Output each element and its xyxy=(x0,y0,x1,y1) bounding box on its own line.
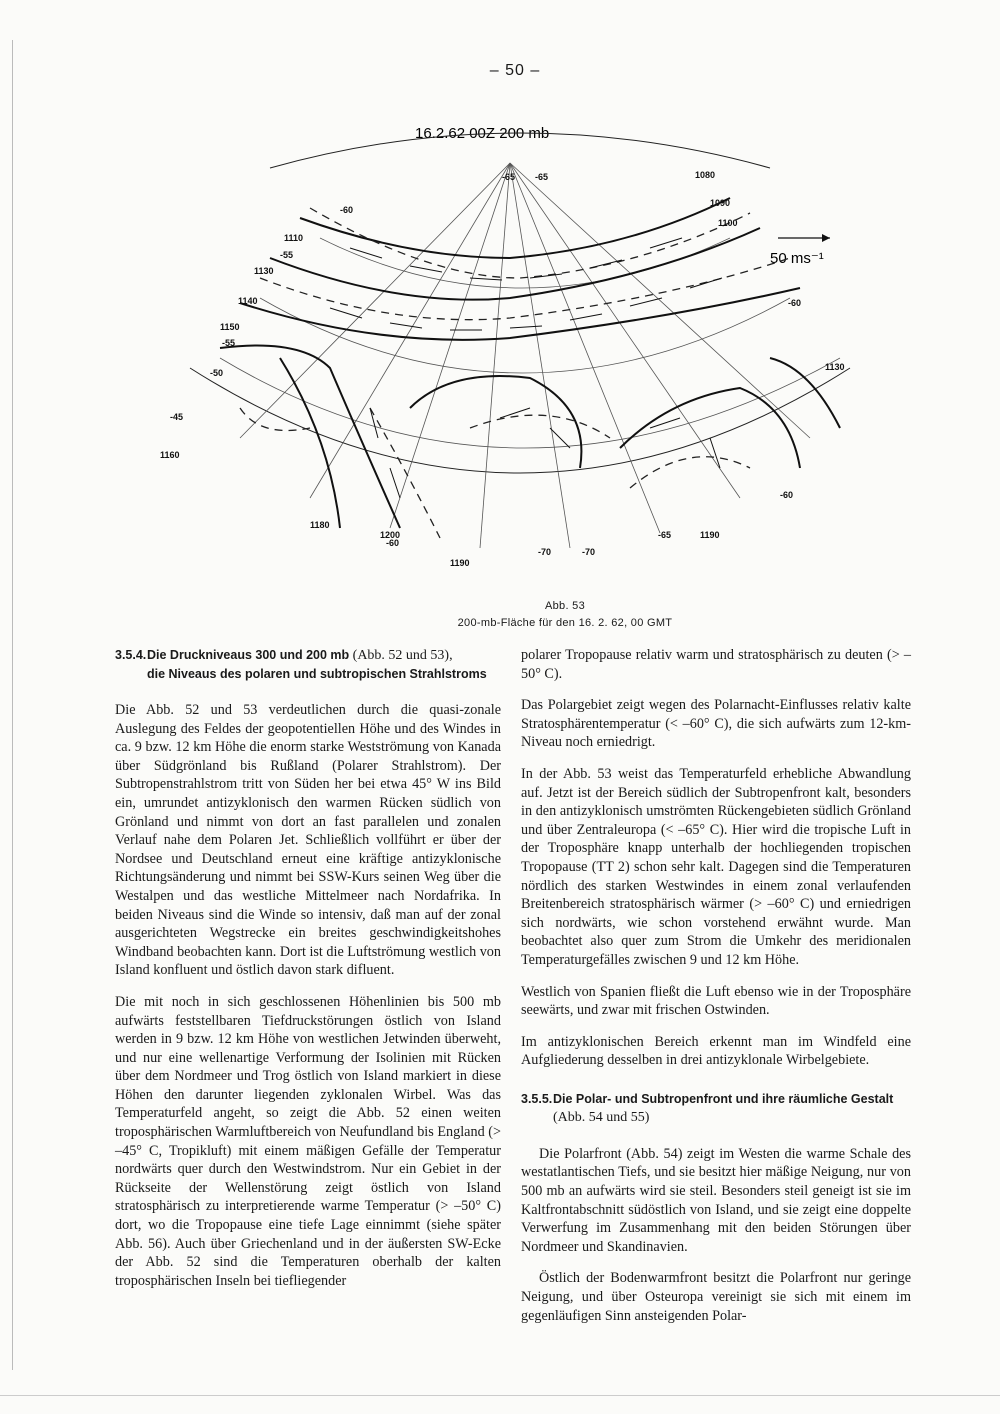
scan-edge-bottom xyxy=(0,1395,1000,1396)
height-contours xyxy=(220,198,840,528)
weather-map-figure xyxy=(150,108,890,586)
section-figure-ref: (Abb. 52 und 53), xyxy=(352,648,453,663)
temperature-label: -65 xyxy=(502,172,516,182)
parallels xyxy=(220,238,840,448)
paragraph: Die mit noch in sich geschlossenen Höhenlinien bis 500 mb aufwärts feststellbaren Tiefdruckstörungen östlich von Island werden in 9 bzw. 12 km Höhe von westlichen Jetwinden überweht, und nur eine wellenartige Verformung der Isolinien mit Rücken über dem Nordmeer und Trog östlich von Island markiert in diese Höhen den darunter liegenden zyklonalen Wirbel. Was das Temperaturfeld angeht, so zeigt die Abb. 52 einen weiten troposphärischen Warmluftbereich von Neufundland bis England (> –45° C, Tropikluft) mit einem mäßigen Gefälle der Temperatur nordwärts quer durch den Westwindstrom. Nur ein Gebiet in der Rückseite der Wellenstörung zeigt östlich von Island stratosphärisch zu interpretierende warme Temperatur (> –50° C) dort, wo die Tropopause eine tiefe Lage einnimmt (siehe später Abb. 56). Auch über Griechenland und in der äußersten SW-Ecke der Abb. 52 sind die Temperaturen oberhalb der kalten troposphärischen Inseln bei tiefliegender xyxy=(115,993,501,1289)
temperature-labels xyxy=(170,172,801,557)
paragraph: In der Abb. 53 weist das Temperaturfeld erhebliche Abwandlung auf. Jetzt ist der Bereich südlich der Subtropenfront kalt, besonders in den antizyklonisch umströmten Rückengebieten südlich Grönland und über Zentraleuropa (< –65° C). Hier wird die tropische Luft in der Troposphäre knapp unterhalb der hochliegenden tropischen Tropopause (TT 2) schon sehr kalt. Dagegen sind die Temperaturen nördlich des starken Westwindes in einem zonal verlaufenden Breitenbereich stratosphärisch wärmer (> –60° C) und erniedrigen sich nordwärts, wie schon vorstehend erwähnt wurde. Man beobachtet also quer zum Strom die Umkehr des meridionalen Temperaturgefälles zwischen 9 und 12 km Höhe. xyxy=(521,765,911,968)
contour-label: 1140 xyxy=(238,296,258,306)
temperature-label: -45 xyxy=(170,412,184,422)
paragraph: Die Polarfront (Abb. 54) zeigt im Westen die warme Schale des westatlantischen Tiefs, und sie besitzt hier mäßige Neigung, nur von 500 mb an aufwärts wird sie steil. Besonders steil geneigt ist sie im Kaltfrontabschnitt südöstlich von Island, und sie zeigt eine doppelte Verwerfung im Zusammenhang mit den beiden Störungen über Nordmeer und Skandinavien. xyxy=(521,1145,911,1255)
paragraph: Westlich von Spanien fließt die Luft ebenso wie in der Troposphäre seewärts, und zwar mit frischen Ostwinden. xyxy=(521,983,911,1019)
temperature-label: -55 xyxy=(280,250,294,260)
paragraph: Das Polargebiet zeigt wegen des Polarnacht-Einflusses relativ kalte Stratosphärentemperatur (< –60° C), die sich aufwärts zum 12-km-Niveau noch erniedrigt. xyxy=(521,697,911,751)
contour-labels xyxy=(160,170,845,568)
page-number: – 50 – xyxy=(489,62,541,79)
section-title-main: Die Druckniveaus 300 und 200 mb xyxy=(147,648,350,662)
section-heading-3-5-5 xyxy=(521,1090,911,1127)
contour-label: 1090 xyxy=(710,198,731,208)
section-number: 3.5.4. xyxy=(115,648,147,662)
contour-label: 1200 xyxy=(380,530,401,540)
figure-caption xyxy=(400,598,730,632)
temperature-label: -60 xyxy=(788,298,802,308)
paragraph: Die Abb. 52 und 53 verdeutlichen durch die quasi-zonale Auslegung des Feldes der geopotentiellen Höhe und des Windes in ca. 9 bzw. 12 km Höhe die enorm starke Westströmung von Kanada über Südgrönland bis Rußland (Polarer Strahlstrom). Der Subtropenstrahlstrom tritt von Süden her bei etwa 45° W ins Bild ein, umrundet antizyklonisch den warmen Rücken südlich von Grönland und nimmt von dort an fast parallelen und zonalen Verlauf nahe dem Polaren Jet. Schließlich vollführt er über der Nordsee und Deutschland erneut eine kräftige antizyklonische Richtungsänderung und nimmt bei SSW-Kurs seinen Weg über die Westalpen und das westliche Mittelmeer nach Nordafrika. In beiden Niveaus sind die Winde so intensiv, daß man auf der zonal ausgerichteten Wegstrecke ein breites geschwindigkeitshohes Windband beobachten kann. Dort ist die Luftströmung westlich von Island konfluent und östlich davon stark difluent. xyxy=(115,702,501,979)
scan-edge xyxy=(12,40,13,1370)
section-heading-3-5-4 xyxy=(115,646,501,683)
temperature-label: -60 xyxy=(780,490,794,500)
caption-text: 200-mb-Fläche für den 16. 2. 62, 00 GMT xyxy=(457,617,673,629)
section-title-continued: die Niveaus des polaren und subtropischen Strahlstroms xyxy=(147,667,487,681)
contour-label: 1150 xyxy=(220,322,240,332)
temperature-label: -55 xyxy=(222,338,236,348)
temperature-label: -65 xyxy=(658,530,672,540)
contour-label: 1080 xyxy=(695,170,716,180)
temperature-label: -65 xyxy=(535,172,549,182)
contour-label: 1160 xyxy=(160,450,180,460)
paragraph: Im antizyklonischen Bereich erkennt man im Windfeld eine Aufgliederung desselben in drei antizyklonale Wirbelgebiete. xyxy=(521,1033,911,1069)
left-column xyxy=(115,646,501,1303)
right-column xyxy=(521,646,911,1338)
map-title: 16.2.62 00Z 200 mb xyxy=(415,125,550,142)
contour-label: 1110 xyxy=(284,233,304,243)
paragraph: polarer Tropopause relativ warm und stratosphärisch zu deuten (> –50° C). xyxy=(521,647,911,682)
scale-label: 50 ms⁻¹ xyxy=(770,250,824,267)
section-title xyxy=(147,646,487,683)
contour-label: 1190 xyxy=(450,558,470,568)
temperature-label: -70 xyxy=(582,547,596,557)
contour-label: 1130 xyxy=(825,362,845,372)
caption-number: Abb. 53 xyxy=(544,600,586,612)
section-number: 3.5.5. xyxy=(521,1091,553,1106)
contour-label: 1190 xyxy=(700,530,720,540)
scale-arrow-head xyxy=(822,234,830,242)
section-title-main: Die Polar- und Subtropenfront und ihre räumliche Gestalt xyxy=(553,1091,894,1106)
temperature-label: -50 xyxy=(210,368,224,378)
contour-label: 1130 xyxy=(254,266,274,276)
temperature-label: -70 xyxy=(538,547,552,557)
contour-label: 1180 xyxy=(310,520,330,530)
temperature-label: -60 xyxy=(340,205,354,215)
weather-map xyxy=(150,108,890,586)
temperature-label: -60 xyxy=(386,538,400,548)
section-title xyxy=(553,1090,911,1127)
paragraph: Östlich der Bodenwarmfront besitzt die Polarfront nur geringe Neigung, und über Osteuropa vereinigt sie sich mit einem im gegenläufigen Sinn ansteigenden Polar- xyxy=(521,1270,911,1324)
section-figure-ref: (Abb. 54 und 55) xyxy=(553,1109,650,1125)
contour-label: 1100 xyxy=(718,218,738,228)
